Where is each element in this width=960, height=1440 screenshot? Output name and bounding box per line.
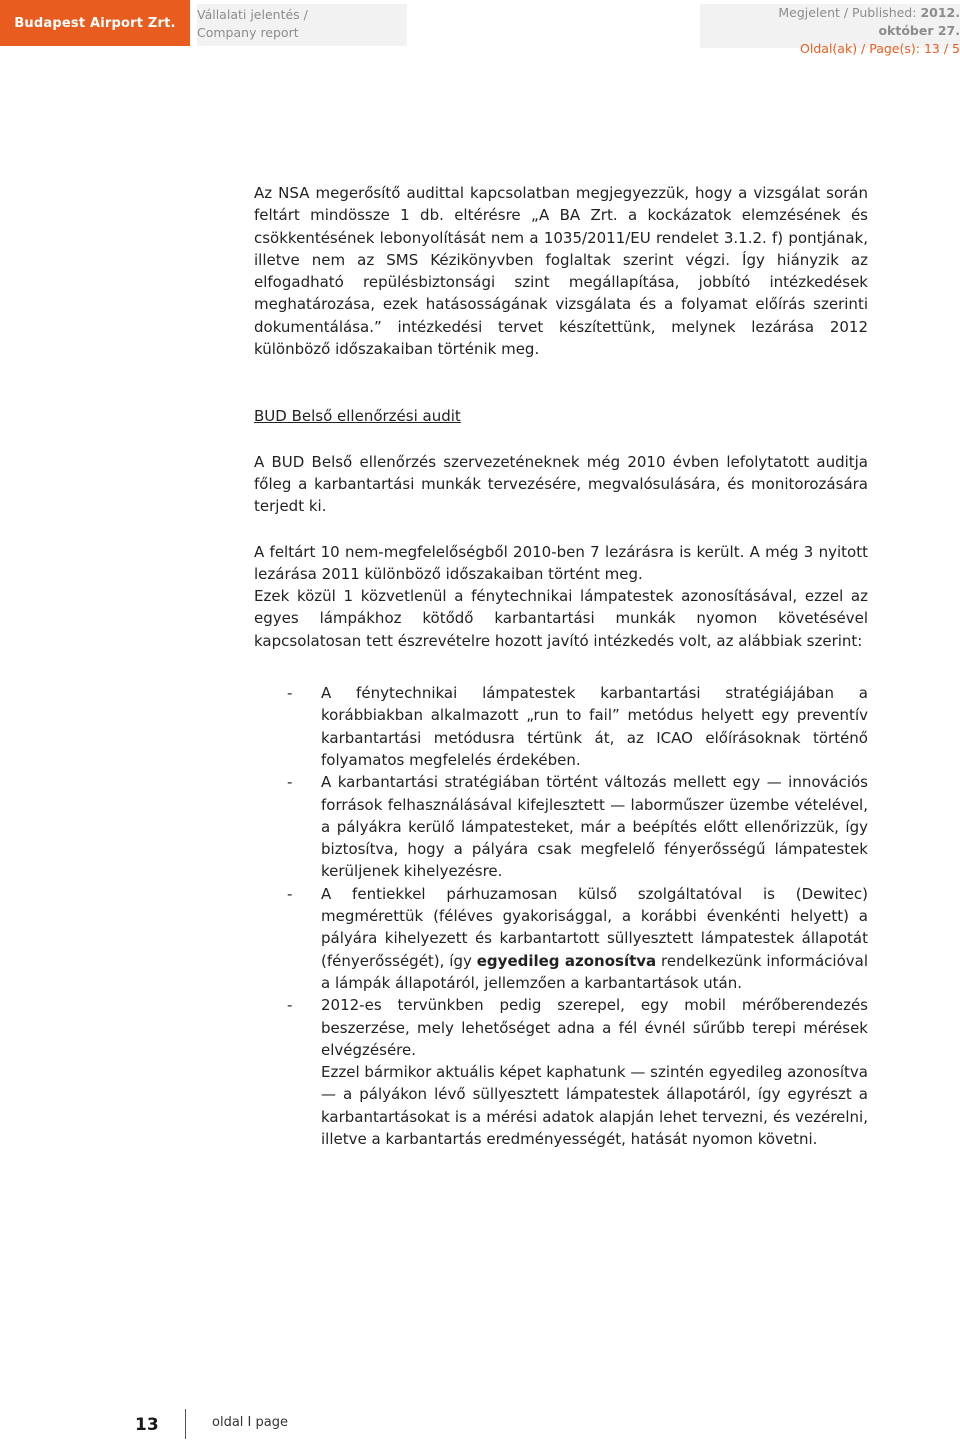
list-bullet: -: [287, 884, 293, 903]
list-item-text-continued: Ezzel bármikor aktuális képet kaphatunk — szintén egyedileg azonosítva — a pályákon lévő süllyesztett lámpatestek állapotáról, így egyrészt a karbantartásokat is a mérési adatok alapján lehet tervezni, és vezérelni, illetve a karbantartás eredményességét, hatását nyomon követni.: [321, 1063, 868, 1148]
pages-label: Oldal(ak) / Page(s):: [800, 41, 920, 56]
page-footer: [0, 1405, 960, 1440]
list-item-text-part: A fentiekkel párhuzamosan külső szolgáltatóval is (Dewitec) megmérettük (féléves gyakorisággal, a korábbi évenkénti helyett) a pályára kihelyezett és karbantartott süllyesztett lámpatestek állapotát (fényerősségét), így: [321, 884, 868, 970]
paragraph-internal-audit: A BUD Belső ellenőrzés szervezeténeknek még 2010 évben lefolytatott auditja főleg a karbantartási munkák tervezésére, megvalósulására, és monitorozására terjedt ki.: [254, 452, 868, 516]
list-item-text-part: rendelkezünk információval a lámpák állapotáról, jellemzően a karbantartások után.: [321, 951, 869, 992]
action-list: [254, 682, 868, 1150]
footer-divider: [185, 1409, 186, 1439]
list-item: [254, 883, 868, 994]
list-item-text: [321, 883, 868, 994]
report-type-en: Company report: [197, 25, 299, 40]
list-bullet: -: [287, 684, 293, 703]
list-bullet: -: [287, 996, 293, 1015]
list-item-text: 2012-es tervünkben pedig szerepel, egy mobil mérőberendezés beszerzése, mely lehetőséget adna a fél évnél sűrűbb terepi mérések elvégzésére.: [321, 996, 868, 1059]
footer-page-label: oldal I page: [212, 1415, 288, 1430]
list-item-bold-text: egyedileg azonosítva: [476, 951, 657, 970]
list-item: [254, 994, 868, 1150]
list-item-text: A karbantartási stratégiában történt változás mellett egy — innovációs források felhasználásával kifejlesztett — laborműszer üzembe vételével, a pályákra kerülő lámpatesteket, már a beépítés előtt ellenőrizzük, így biztosítva, hogy a pályára csak megfelelő fényerősségű lámpatestek kerüljenek kihelyezésre.: [321, 773, 868, 881]
paragraph-findings: A feltárt 10 nem-megfelelőségből 2010-ben 7 lezárásra is került. A még 3 nyitott lezárása 2011 különböző időszakaiban történt meg.: [254, 542, 868, 583]
pages-value: 13 / 5: [923, 41, 960, 56]
report-type-box: [197, 4, 407, 46]
published-label: Megjelent / Published:: [778, 5, 917, 20]
published-year: 2012.: [920, 5, 960, 20]
list-item: [254, 682, 868, 771]
section-heading: BUD Belső ellenőrzési audit: [254, 407, 461, 426]
company-name: Budapest Airport Zrt.: [14, 15, 176, 31]
published-date: október 27.: [878, 23, 960, 38]
report-type-separator: /: [299, 7, 308, 22]
page-number: 13: [135, 1415, 159, 1435]
paragraph-nsa-audit: Az NSA megerősítő audittal kapcsolatban megjegyezzük, hogy a vizsgálat során feltárt mindössze 1 db. eltérésre „A BA Zrt. a kockázatok elemzésének és csökkentésének lebonyolítását nem a 1035/2011/EU rendelet 3.1.2. f) pontjának, illetve nem az SMS Kézikönyvben foglaltak szerint végzi. Így hiányzik az elfogadható repülésbiztonsági szint megállapítása, jobbító intézkedések meghatározása, ezek hatásosságának vizsgálata és a folyamat előírás szerinti dokumentálása.” intézkedési tervet készítettünk, melynek lezárása 2012 különböző időszakaiban történik meg.: [254, 184, 868, 359]
company-name-box: [0, 0, 190, 46]
list-item-text: A fénytechnikai lámpatestek karbantartási stratégiájában a korábbiakban alkalmazott „run to fail” metódus helyett egy preventív karbantartási metódusra tértünk át, az ICAO előírásoknak történő folyamatos megfelelés érdekében.: [321, 684, 868, 769]
report-type-hu: Vállalati jelentés: [197, 7, 300, 22]
list-item: [254, 771, 868, 882]
document-body: [254, 182, 868, 1150]
list-bullet: -: [287, 773, 293, 792]
paragraph-corrective-action: Ezek közül 1 közvetlenül a fénytechnikai lámpatestek azonosításával, ezzel az egyes lámpákhoz kötődő karbantartási munkák nyomon követésével kapcsolatosan tett észrevételre hozott javító intézkedés volt, az alábbiak szerint:: [254, 587, 868, 650]
publication-info-box: [700, 4, 960, 56]
page-header: [0, 0, 960, 56]
